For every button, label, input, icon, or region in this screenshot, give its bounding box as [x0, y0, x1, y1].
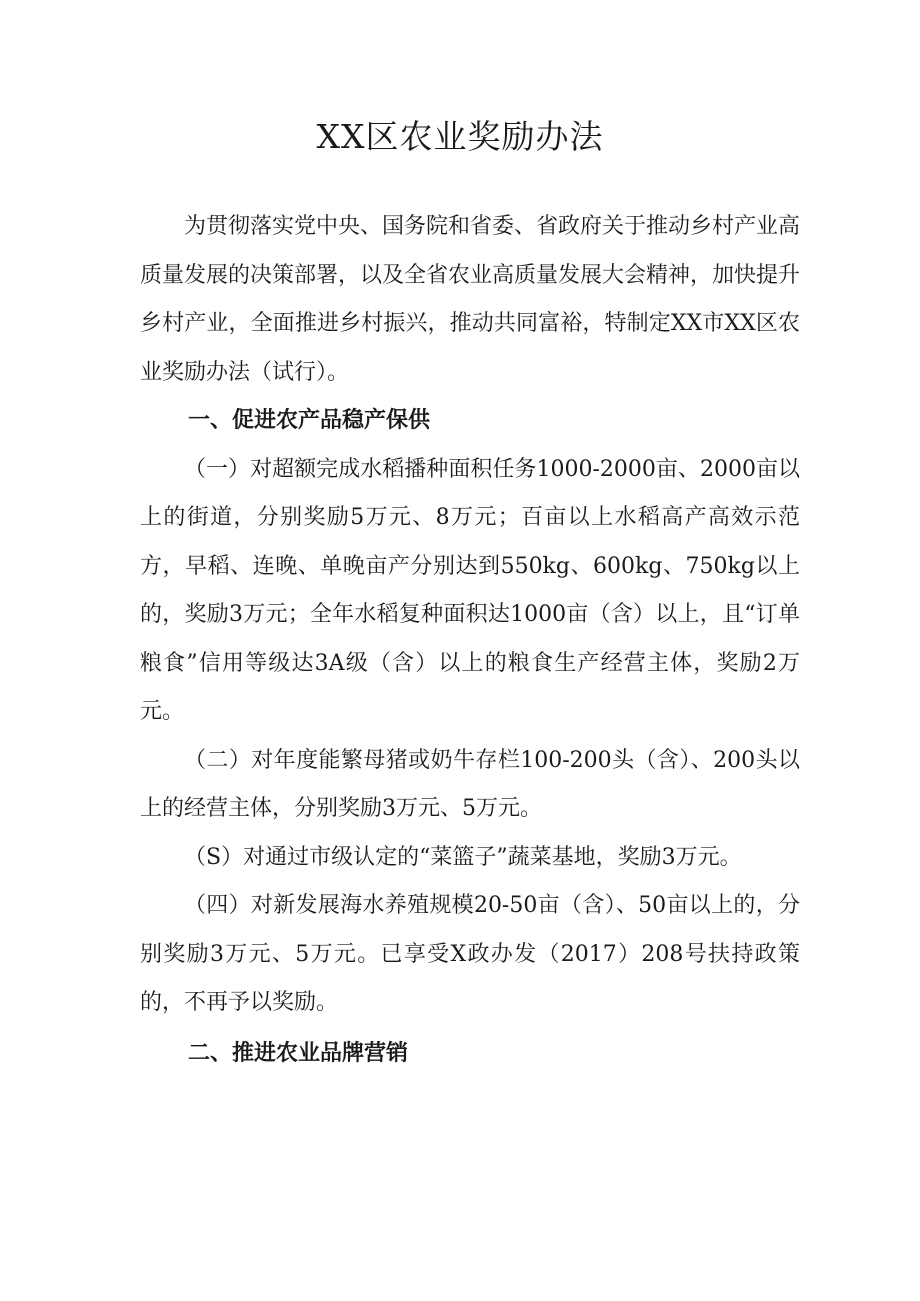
document-title: XX区农业奖励办法 — [316, 117, 604, 156]
section-1-item-4: （四）对新发展海水养殖规模20-50亩（含）、50亩以上的，分别奖励3万元、5万元。已享受X政办发（2017）208号扶持政策的，不再予以奖励。 — [140, 893, 800, 1015]
section-2-heading: 二、推进农业品牌营销 — [188, 1040, 409, 1066]
section-1-heading: 一、促进农产品稳产保供 — [188, 408, 431, 433]
section-1-item-2: （二）对年度能繁母猪或奶牛存栏100-200头（含）、200头以上的经营主体，分别奖励3万元、5万元。 — [140, 747, 800, 821]
section-1-item-3: （S）对通过市级认定的“菜篮子”蔬菜基地，奖励3万元。 — [184, 844, 742, 870]
document-body — [140, 203, 800, 1078]
section-1-item-1: （一）对超额完成水稻播种面积任务1000-2000亩、2000亩以上的街道，分别奖励5万元、8万元；百亩以上水稻高产高效示范方，早稻、连晚、单晚亩产分别达到550kg、600kg、750kg以上的，奖励3万元；全年水稻复种面积达1000亩（含）以上，且“订单粮食”信用等级达3A级（含）以上的粮食生产经营主体，奖励2万元。 — [140, 456, 801, 724]
intro-paragraph: 为贯彻落实党中央、国务院和省委、省政府关于推动乡村产业高质量发展的决策部署，以及全省农业高质量发展大会精神，加快提升乡村产业，全面推进乡村振兴，推动共同富裕，特制定XX市XX区农业奖励办法（试行）。 — [140, 214, 801, 385]
